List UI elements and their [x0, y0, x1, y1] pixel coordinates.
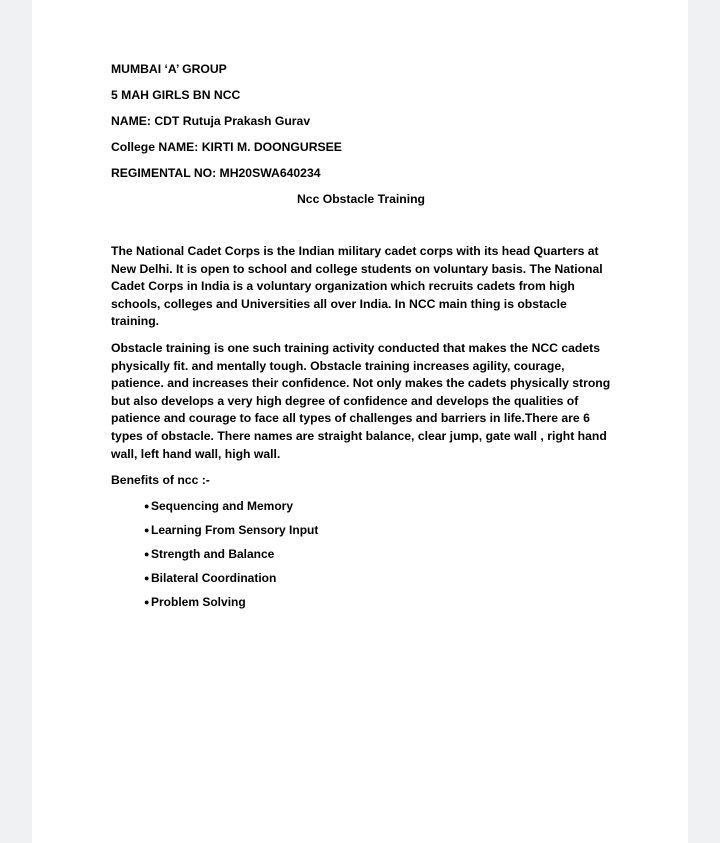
benefit-label: Bilateral Coordination	[151, 571, 277, 586]
list-item	[144, 546, 611, 562]
list-item	[144, 522, 611, 538]
list-item	[144, 594, 611, 610]
battalion-line: 5 MAH GIRLS BN NCC	[111, 88, 241, 102]
paragraph-obstacle-training: Obstacle training is one such training activity conducted that makes the NCC cadets physically fit. and mentally tough. Obstacle training increases agility, courage, patience. and increases their confidence. Not only makes the cadets physically strong but also develops a very high degree of confidence and develops the qualities of patience and courage to face all types of challenges and barriers in life.There are 6 types of obstacle. There names are straight balance, clear jump, gate wall , right hand wall, left hand wall, high wall.	[111, 340, 611, 461]
bullet-icon: ●	[144, 549, 150, 560]
benefits-heading: Benefits of ncc :-	[111, 473, 210, 488]
benefit-label: Learning From Sensory Input	[151, 523, 319, 538]
benefits-list	[144, 498, 611, 610]
list-item	[144, 570, 611, 586]
bullet-icon: ●	[144, 501, 150, 512]
document-body	[111, 61, 611, 618]
document-title: Ncc Obstacle Training	[296, 192, 425, 206]
group-line: MUMBAI ‘A’ GROUP	[111, 62, 227, 76]
college-line: College NAME: KIRTI M. DOONGURSEE	[111, 140, 342, 154]
bullet-icon: ●	[144, 573, 150, 584]
benefit-label: Strength and Balance	[151, 547, 275, 562]
benefit-label: Problem Solving	[151, 595, 246, 610]
bullet-icon: ●	[144, 597, 150, 608]
paragraph-intro: The National Cadet Corps is the Indian military cadet corps with its head Quarters at New Delhi. It is open to school and college students on voluntary basis. The National Cadet Corps in India is a voluntary organization which recruits cadets from high schools, colleges and Universities all over India. In NCC main thing is obstacle training.	[111, 244, 603, 329]
list-item	[144, 498, 611, 514]
benefit-label: Sequencing and Memory	[151, 499, 294, 514]
regimental-number-line: REGIMENTAL NO: MH20SWA640234	[111, 166, 321, 180]
document-page	[32, 0, 688, 843]
bullet-icon: ●	[144, 525, 150, 536]
name-line: NAME: CDT Rutuja Prakash Gurav	[111, 114, 311, 128]
